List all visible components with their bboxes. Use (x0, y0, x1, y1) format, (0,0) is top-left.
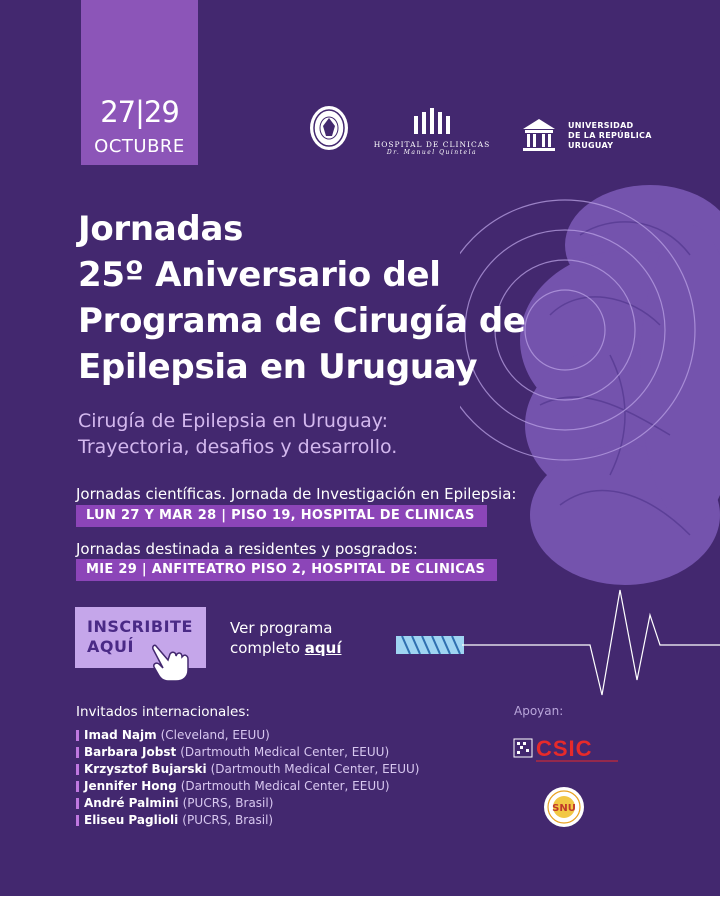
sponsors-label: Apoyan: (514, 704, 564, 718)
guests-title: Invitados internacionales: (76, 704, 250, 720)
event-subtitle: Cirugía de Epilepsia en Uruguay: Trayectoria, desafios y desarrollo. (78, 410, 398, 458)
svg-text:SNU: SNU (552, 803, 576, 814)
jornada-schedule-tag: LUN 27 Y MAR 28 | PISO 19, HOSPITAL DE CLINICAS (76, 505, 487, 527)
hospital-bars-icon (372, 108, 492, 134)
striped-decoration (396, 636, 464, 654)
university-building-icon (520, 115, 558, 155)
register-button[interactable]: INSCRIBITE AQUÍ (75, 607, 206, 668)
list-item: André Palmini (PUCRS, Brasil) (76, 795, 420, 812)
list-item: Imad Najm (Cleveland, EEUU) (76, 727, 420, 744)
hospital-logo (372, 108, 492, 158)
university-name: UNIVERSIDAD DE LA REPÚBLICA URUGUAY (568, 121, 652, 150)
program-link[interactable]: aquí (304, 639, 342, 657)
csic-logo: CSIC (536, 736, 593, 761)
pointing-hand-icon (150, 640, 196, 684)
date-box (81, 0, 198, 165)
jornada-description: Jornadas destinada a residentes y posgrados: (76, 540, 418, 558)
list-item: Jennifer Hong (Dartmouth Medical Center, EEUU) (76, 778, 420, 795)
hospital-subname: Dr. Manuel Quintela (386, 149, 478, 156)
snu-logo (543, 786, 585, 828)
program-link-text: Ver programa completo aquí (230, 619, 342, 657)
hospital-name: HOSPITAL DE CLINICAS (373, 140, 491, 149)
list-item: Eliseu Paglioli (PUCRS, Brasil) (76, 812, 420, 829)
faculty-seal-logo (308, 104, 350, 154)
list-item: Barbara Jobst (Dartmouth Medical Center, EEUU) (76, 744, 420, 761)
jornada-description: Jornadas científicas. Jornada de Investigación en Epilepsia: (76, 485, 517, 503)
date-days: 27|29 (100, 95, 179, 129)
event-title: Jornadas 25º Aniversario del Programa de Cirugía de Epilepsia en Uruguay (78, 209, 526, 387)
jornada-schedule-tag: MIE 29 | ANFITEATRO PISO 2, HOSPITAL DE CLINICAS (76, 559, 497, 581)
list-item: Krzysztof Bujarski (Dartmouth Medical Center, EEUU) (76, 761, 420, 778)
guest-list (76, 727, 420, 829)
date-month: OCTUBRE (94, 136, 185, 157)
heartbeat-line (462, 585, 720, 705)
